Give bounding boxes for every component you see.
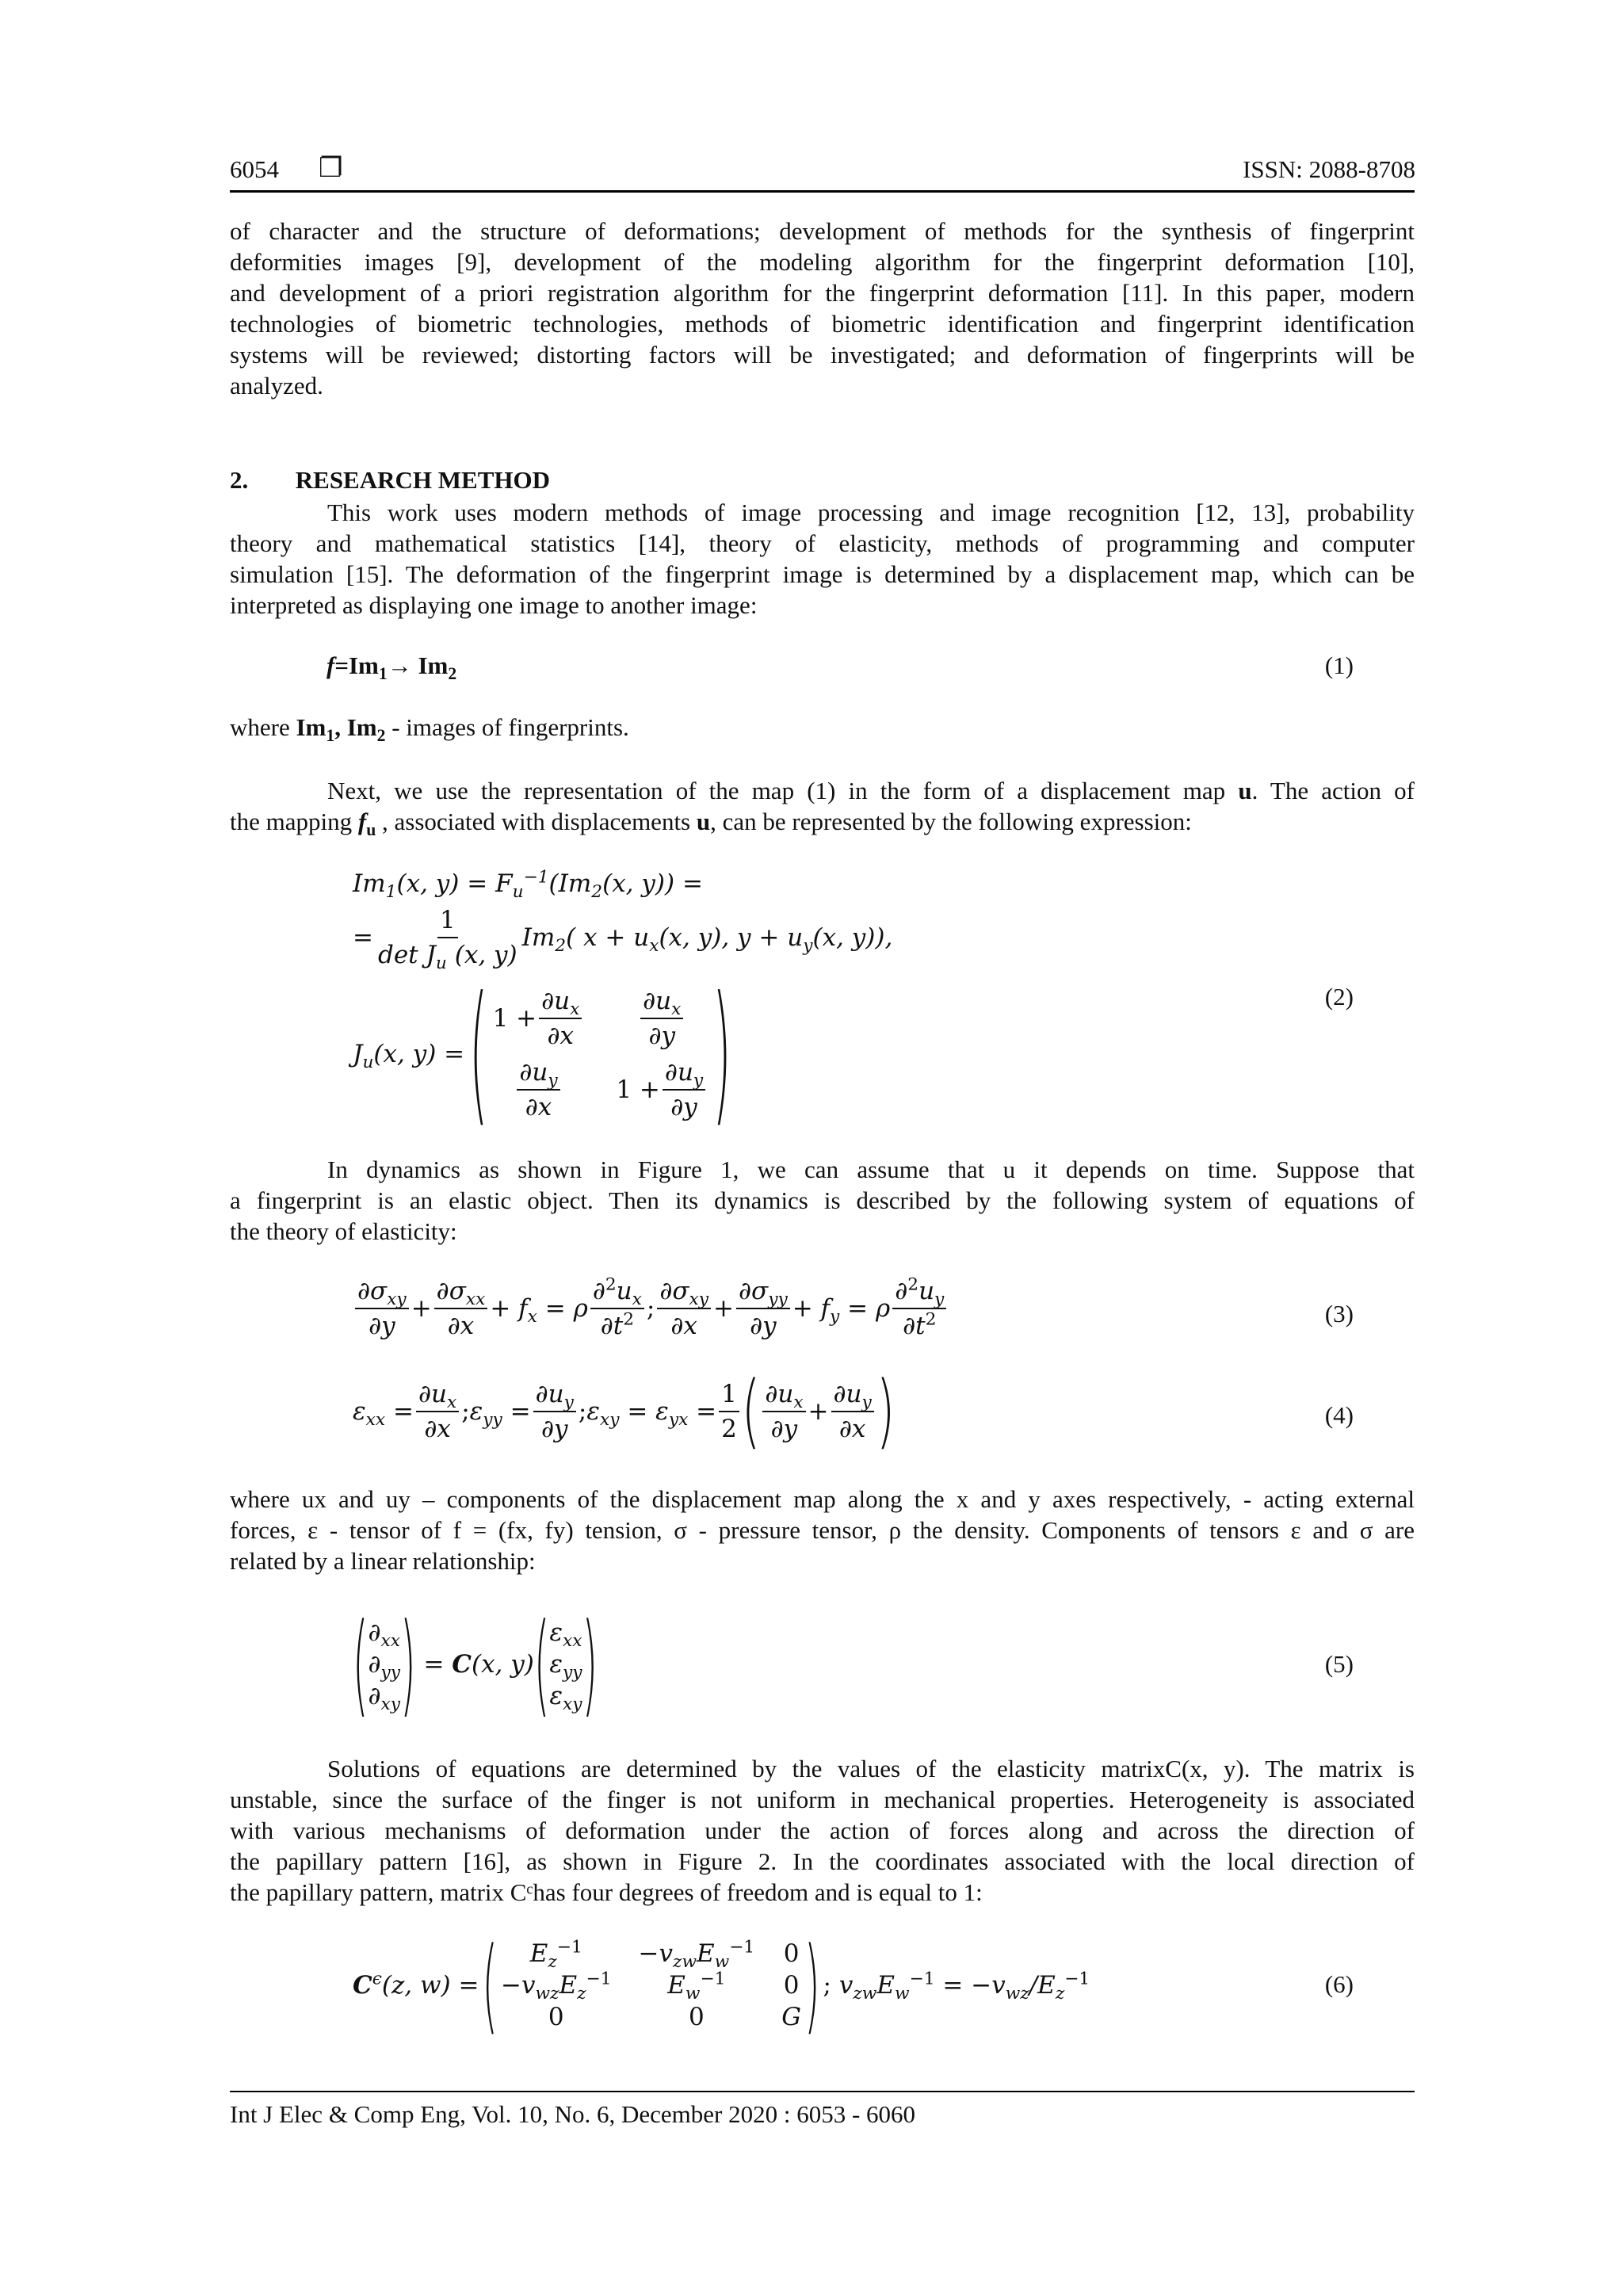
intro-line: deformities images [9], development of the modeling algorithm for the fingerprint deformation [10], <box>230 248 1415 276</box>
where2-line: where ux and uy – components of the displacement map along the x and y axes respectively, - acting external <box>230 1485 1415 1513</box>
method-line: simulation [15]. The deformation of the fingerprint image is determined by a displacement map, which can be <box>230 560 1415 588</box>
method-line: theory and mathematical statistics [14], theory of elasticity, methods of programming and computer <box>230 529 1415 557</box>
intro-line: technologies of biometric technologies, methods of biometric identification and fingerprint identification <box>230 310 1415 338</box>
eq1-sub1: 1 <box>378 664 388 684</box>
equation-2-jacobian: $J_u(x$, y) = ( 1 + $\frac{\partial u_x}{\partial x}$ $\frac{\partial u_x}{\partial y}$ $\frac{\partial u_y}{\partial x}$ 1 + $\frac{\partial u_y}{\partial y}$ ) <box>353 965 731 1143</box>
issn: ISSN: 2088-8708 <box>1243 155 1415 183</box>
text: Next, we use the representation of the map (1) in the form of a displacement map <box>327 777 1239 804</box>
solutions-line: the papillary pattern [16], as shown in Figure 2. In the coordinates associated with the local direction of <box>230 1847 1415 1875</box>
header-rule <box>230 190 1415 193</box>
solutions-paragraph <box>230 1753 1415 1908</box>
equation-1 <box>327 651 457 684</box>
where2-line: forces, ε - tensor of f = (fx, fy) tension, σ - pressure tensor, ρ the density. Components of tensors ε and σ are <box>230 1516 1415 1544</box>
equation-4: $\varepsilon_{xx}$ = $\frac{\partial u_x}{\partial x}$ ; $\varepsilon_{yy}$ = $\frac{\partial u_y}{\partial y}$ ; $\varepsilon_{xy} = \varepsilon_{yx}$ = $\frac{1}{2}$ ( $\frac{\partial u_x}{\partial y}$ + $\frac{\partial u_y}{\partial x}$ ) <box>353 1364 896 1459</box>
text: , can be represented by the following expression: <box>710 808 1192 835</box>
solutions-line: unstable, since the surface of the finger is not uniform in mechanical properties. Heterogeneity is associated <box>230 1786 1415 1813</box>
equation-5: ( $\partial_{xx}$ $\partial_{yy}$ $\partial_{xy}$ ) = C(x, y) ( $\varepsilon_{xx}$ $\varepsilon_{yy}$ $\varepsilon_{xy}$ ) <box>353 1599 598 1729</box>
section-title: RESEARCH METHOD <box>295 466 550 494</box>
intro-line: analyzed. <box>230 372 323 399</box>
where-paragraph-2 <box>230 1484 1415 1576</box>
section-number: 2. <box>230 466 249 494</box>
where-rest: - images of fingerprints. <box>385 713 629 741</box>
dyn-line: In dynamics as shown in Figure 1, we can assume that u it depends on time. Suppose that <box>327 1156 1415 1183</box>
next-line-1 <box>230 775 1415 806</box>
text: . The action of <box>1251 777 1415 804</box>
text: , associated with displacements <box>376 808 697 835</box>
u-symbol: u <box>1238 777 1252 804</box>
eq1-sub2: 2 <box>448 664 457 684</box>
intro-paragraph <box>230 216 1415 401</box>
footer-rule <box>230 2091 1415 2092</box>
eq1-f: f <box>327 651 335 679</box>
equation-2-line-2: = $\frac{1}{\det J_u (x, y)}$ $Im_2$( $x + u_x(x$, y), $y + u_y(x$, y)), <box>353 906 893 974</box>
method-paragraph <box>230 497 1415 621</box>
im-symbol: , Im <box>334 713 377 741</box>
im-sub: 1 <box>326 726 335 746</box>
u-symbol: u <box>696 808 711 835</box>
method-line: This work uses modern methods of image processing and image recognition [12, 13], probability <box>327 499 1415 526</box>
footer-citation: Int J Elec & Comp Eng, Vol. 10, No. 6, December 2020 : 6053 - 6060 <box>230 2100 916 2128</box>
where-line-1 <box>230 713 629 746</box>
equation-number-6: (6) <box>1324 1970 1354 1998</box>
text: the mapping <box>230 808 358 835</box>
square-bullet-icon: ❐ <box>319 152 343 184</box>
equation-3: $\frac{\partial\sigma_{xy}}{\partial y}$ + $\frac{\partial\sigma_{xx}}{\partial x}$ + $f_x = \rho$ $\frac{\partial^2u_x}{\partial t^2}$ ; $\frac{\partial\sigma_{xy}}{\partial x}$ + $\frac{\partial\sigma_{yy}}{\partial y}$ + $f_y = \rho$ $\frac{\partial^2u_y}{\partial t^2}$ <box>353 1276 949 1341</box>
next-line-2 <box>230 806 1415 840</box>
f-symbol: f <box>357 808 367 835</box>
intro-line: of character and the structure of deformations; development of methods for the synthesis of fingerprint <box>230 217 1415 245</box>
equation-number-2: (2) <box>1324 983 1354 1010</box>
equation-2-line-1: $Im_1(x$, $y) = F_u^{-1}(Im_2(x$, y)) = <box>353 867 703 903</box>
solutions-line: Solutions of equations are determined by the values of the elasticity matrixC(x, y). The matrix is <box>327 1755 1415 1782</box>
solutions-line: with various mechanisms of deformation under the action of forces along and across the direction of <box>230 1817 1415 1844</box>
next-paragraph <box>230 775 1415 840</box>
equation-number-5: (5) <box>1324 1650 1354 1678</box>
where2-line: related by a linear relationship: <box>230 1547 536 1575</box>
equation-number-4: (4) <box>1324 1401 1354 1429</box>
dyn-line: a fingerprint is an elastic object. Then its dynamics is described by the following system of equations of <box>230 1186 1415 1214</box>
page-number: 6054 <box>230 155 279 183</box>
solutions-line: the papillary pattern, matrix Cᶜhas four degrees of freedom and is equal to 1: <box>230 1878 983 1906</box>
equation-number-3: (3) <box>1324 1300 1354 1328</box>
equation-6: $C^\epsilon(z$, w) = ( $E_z^{-1}$ $-v_{zw}E_w^{-1}$ 0 $-v_{wz}E_z^{-1}$ $E_w^{-1}$ 0 0 0 G ) ; $v_{zw}E_w^{-1} = -v_{wz}/E_z^{-1}$ <box>353 1925 1090 2046</box>
dyn-line: the theory of elasticity: <box>230 1217 457 1245</box>
intro-line: and development of a priori registration algorithm for the fingerprint deformation [11]. In this paper, modern <box>230 279 1415 307</box>
im-sub: 2 <box>376 726 386 746</box>
method-line: interpreted as displaying one image to another image: <box>230 591 758 619</box>
dynamics-paragraph <box>230 1154 1415 1247</box>
im-symbol: Im <box>296 713 327 741</box>
f-sub: u <box>366 820 376 840</box>
section-heading <box>230 466 550 495</box>
eq1-im1: =Im <box>334 651 379 679</box>
equation-number-1: (1) <box>1324 651 1354 679</box>
intro-line: systems will be reviewed; distorting factors will be investigated; and deformation of fingerprints will be <box>230 341 1415 369</box>
eq1-im2: → Im <box>387 651 449 679</box>
where-word: where <box>230 713 296 741</box>
